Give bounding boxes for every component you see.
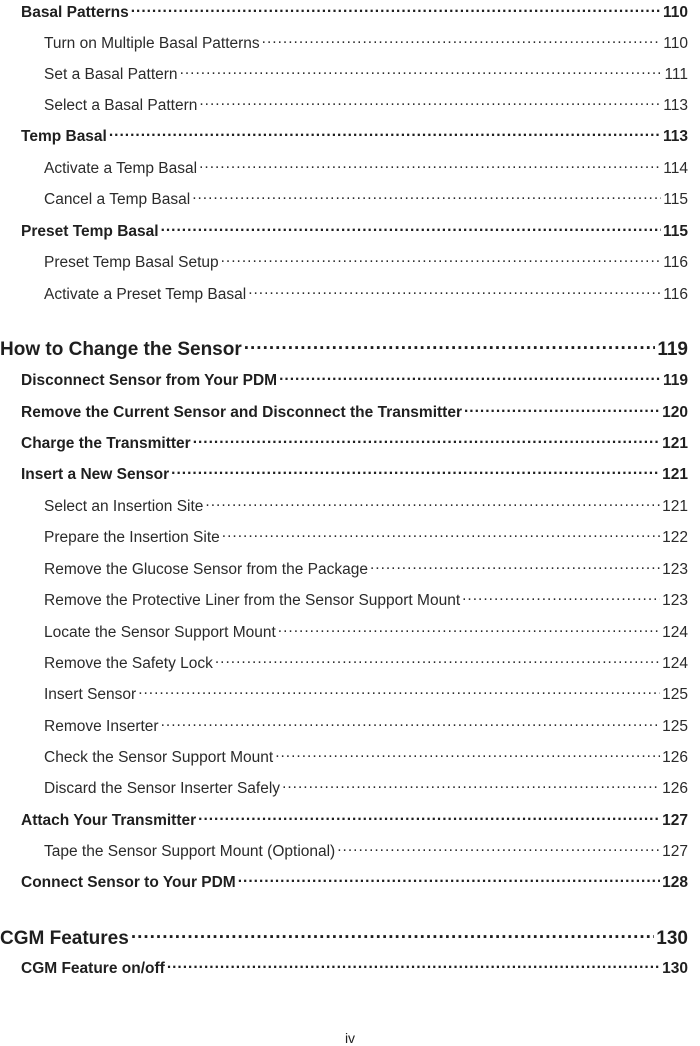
dot-leader bbox=[215, 652, 660, 668]
toc-entry-page-number: 124 bbox=[662, 623, 688, 641]
toc-entry-page-number: 123 bbox=[662, 591, 688, 609]
toc-entry-page-number: 123 bbox=[662, 560, 688, 578]
dot-leader bbox=[192, 188, 661, 204]
toc-entry-title: Preset Temp Basal Setup bbox=[44, 253, 219, 271]
dot-leader bbox=[238, 871, 660, 887]
toc-section-entry[interactable] bbox=[0, 401, 688, 422]
dot-leader bbox=[221, 251, 662, 267]
toc-entry-page-number: 114 bbox=[663, 159, 688, 177]
toc-subsection-entry[interactable] bbox=[0, 777, 688, 798]
toc-subsection-entry[interactable] bbox=[0, 840, 688, 861]
toc-section-entry[interactable] bbox=[0, 125, 688, 146]
toc-entry-title: Discard the Sensor Inserter Safely bbox=[44, 779, 281, 797]
dot-leader bbox=[131, 1, 661, 17]
dot-leader bbox=[244, 336, 656, 355]
toc-section-entry[interactable] bbox=[0, 463, 688, 484]
dot-leader bbox=[462, 589, 660, 605]
dot-leader bbox=[131, 925, 654, 944]
toc-subsection-entry[interactable] bbox=[0, 621, 688, 642]
dot-leader bbox=[337, 840, 660, 856]
dot-leader bbox=[278, 621, 660, 637]
dot-leader bbox=[109, 125, 661, 141]
toc-subsection-entry[interactable] bbox=[0, 188, 688, 209]
toc-subsection-entry[interactable] bbox=[0, 589, 688, 610]
toc-entry-page-number: 128 bbox=[662, 873, 688, 891]
toc-entry-title: Temp Basal bbox=[21, 127, 107, 145]
dot-leader bbox=[279, 369, 661, 385]
toc-section-entry[interactable] bbox=[0, 220, 688, 241]
dot-leader bbox=[180, 63, 663, 79]
toc-entry-title: Preset Temp Basal bbox=[21, 222, 159, 240]
toc-entry-page-number: 113 bbox=[662, 127, 688, 145]
toc-subsection-entry[interactable] bbox=[0, 715, 688, 736]
toc-entry-title: Tape the Sensor Support Mount (Optional) bbox=[44, 842, 336, 860]
dot-leader bbox=[138, 683, 660, 699]
toc-chapter-entry[interactable] bbox=[0, 336, 688, 361]
dot-leader bbox=[199, 157, 661, 173]
toc-section-entry[interactable] bbox=[0, 809, 688, 830]
toc-subsection-entry[interactable] bbox=[0, 746, 688, 767]
toc-entry-page-number: 127 bbox=[662, 811, 688, 829]
toc-subsection-entry[interactable] bbox=[0, 157, 688, 178]
toc-entry-title: Prepare the Insertion Site bbox=[44, 528, 220, 546]
toc-entry-page-number: 122 bbox=[662, 528, 688, 546]
toc-entry-title: Charge the Transmitter bbox=[21, 434, 191, 452]
toc-entry-page-number: 125 bbox=[662, 717, 688, 735]
toc-entry-page-number: 127 bbox=[662, 842, 688, 860]
toc-entry-title: Insert Sensor bbox=[44, 685, 137, 703]
toc-entry-title: Disconnect Sensor from Your PDM bbox=[21, 371, 278, 389]
toc-entry-page-number: 113 bbox=[663, 96, 688, 114]
toc-entry-title: Activate a Temp Basal bbox=[44, 159, 198, 177]
toc-entry-page-number: 121 bbox=[662, 497, 688, 515]
dot-leader bbox=[161, 220, 661, 236]
dot-leader bbox=[199, 94, 661, 110]
dot-leader bbox=[262, 32, 662, 48]
toc-entry-page-number: 116 bbox=[663, 285, 688, 303]
toc-entry-title: Remove the Protective Liner from the Sensor Support Mount bbox=[44, 591, 461, 609]
dot-leader bbox=[193, 432, 660, 448]
dot-leader bbox=[282, 777, 660, 793]
toc-entry-page-number: 130 bbox=[656, 928, 688, 949]
toc-entry-page-number: 115 bbox=[663, 190, 688, 208]
page-number-footer: iv bbox=[344, 1030, 356, 1046]
toc-entry-title: Remove the Current Sensor and Disconnect the Transmitter bbox=[21, 403, 462, 421]
dot-leader bbox=[205, 495, 660, 511]
toc-subsection-entry[interactable] bbox=[0, 652, 688, 673]
dot-leader bbox=[198, 809, 660, 825]
toc-section-entry[interactable] bbox=[0, 957, 688, 978]
toc-entry-title: Locate the Sensor Support Mount bbox=[44, 623, 276, 641]
dot-leader bbox=[167, 957, 660, 973]
toc-entry-title: Cancel a Temp Basal bbox=[44, 190, 191, 208]
toc-entry-page-number: 116 bbox=[663, 253, 688, 271]
dot-leader bbox=[464, 401, 660, 417]
toc-entry-page-number: 111 bbox=[664, 65, 688, 83]
toc-entry-title: Select an Insertion Site bbox=[44, 497, 204, 515]
toc-subsection-entry[interactable] bbox=[0, 63, 688, 84]
toc-entry-title: Activate a Preset Temp Basal bbox=[44, 285, 247, 303]
toc-entry-page-number: 119 bbox=[662, 371, 688, 389]
toc-subsection-entry[interactable] bbox=[0, 251, 688, 272]
toc-entry-page-number: 110 bbox=[662, 3, 688, 21]
dot-leader bbox=[248, 283, 661, 299]
toc-entry-title: Insert a New Sensor bbox=[21, 465, 170, 483]
toc-entry-title: CGM Features bbox=[0, 928, 129, 949]
toc-chapter-entry[interactable] bbox=[0, 925, 688, 950]
toc-entry-page-number: 120 bbox=[662, 403, 688, 421]
toc-entry-page-number: 125 bbox=[662, 685, 688, 703]
toc-section-entry[interactable] bbox=[0, 432, 688, 453]
toc-entry-page-number: 126 bbox=[662, 779, 688, 797]
toc-entry-page-number: 124 bbox=[662, 654, 688, 672]
toc-entry-title: Remove Inserter bbox=[44, 717, 159, 735]
toc-subsection-entry[interactable] bbox=[0, 495, 688, 516]
toc-entry-title: Set a Basal Pattern bbox=[44, 65, 178, 83]
toc-subsection-entry[interactable] bbox=[0, 683, 688, 704]
dot-leader bbox=[370, 558, 660, 574]
toc-entry-title: Basal Patterns bbox=[21, 3, 129, 21]
dot-leader bbox=[171, 463, 660, 479]
toc-subsection-entry[interactable] bbox=[0, 94, 688, 115]
toc-entry-page-number: 119 bbox=[657, 339, 688, 360]
dot-leader bbox=[222, 526, 660, 542]
toc-entry-title: How to Change the Sensor bbox=[0, 339, 242, 360]
toc-entry-page-number: 130 bbox=[662, 959, 688, 977]
toc-entry-title: Remove the Safety Lock bbox=[44, 654, 213, 672]
toc-section-entry[interactable] bbox=[0, 1, 688, 22]
toc-section-entry[interactable] bbox=[0, 369, 688, 390]
toc-entry-page-number: 121 bbox=[662, 465, 688, 483]
toc-subsection-entry[interactable] bbox=[0, 283, 688, 304]
toc-section-entry[interactable] bbox=[0, 871, 688, 892]
toc-entry-page-number: 115 bbox=[662, 222, 688, 240]
toc-entry-title: Select a Basal Pattern bbox=[44, 96, 198, 114]
toc-entry-title: Connect Sensor to Your PDM bbox=[21, 873, 236, 891]
toc-subsection-entry[interactable] bbox=[0, 32, 688, 53]
toc-entry-title: Attach Your Transmitter bbox=[21, 811, 197, 829]
toc-entry-page-number: 121 bbox=[662, 434, 688, 452]
dot-leader bbox=[275, 746, 660, 762]
toc-entry-page-number: 110 bbox=[663, 34, 688, 52]
toc-subsection-entry[interactable] bbox=[0, 526, 688, 547]
toc-entry-page-number: 126 bbox=[662, 748, 688, 766]
toc-entry-title: Turn on Multiple Basal Patterns bbox=[44, 34, 260, 52]
toc-entry-title: Remove the Glucose Sensor from the Package bbox=[44, 560, 368, 578]
dot-leader bbox=[161, 715, 661, 731]
toc-subsection-entry[interactable] bbox=[0, 558, 688, 579]
toc-entry-title: CGM Feature on/off bbox=[21, 959, 165, 977]
toc-entry-title: Check the Sensor Support Mount bbox=[44, 748, 274, 766]
